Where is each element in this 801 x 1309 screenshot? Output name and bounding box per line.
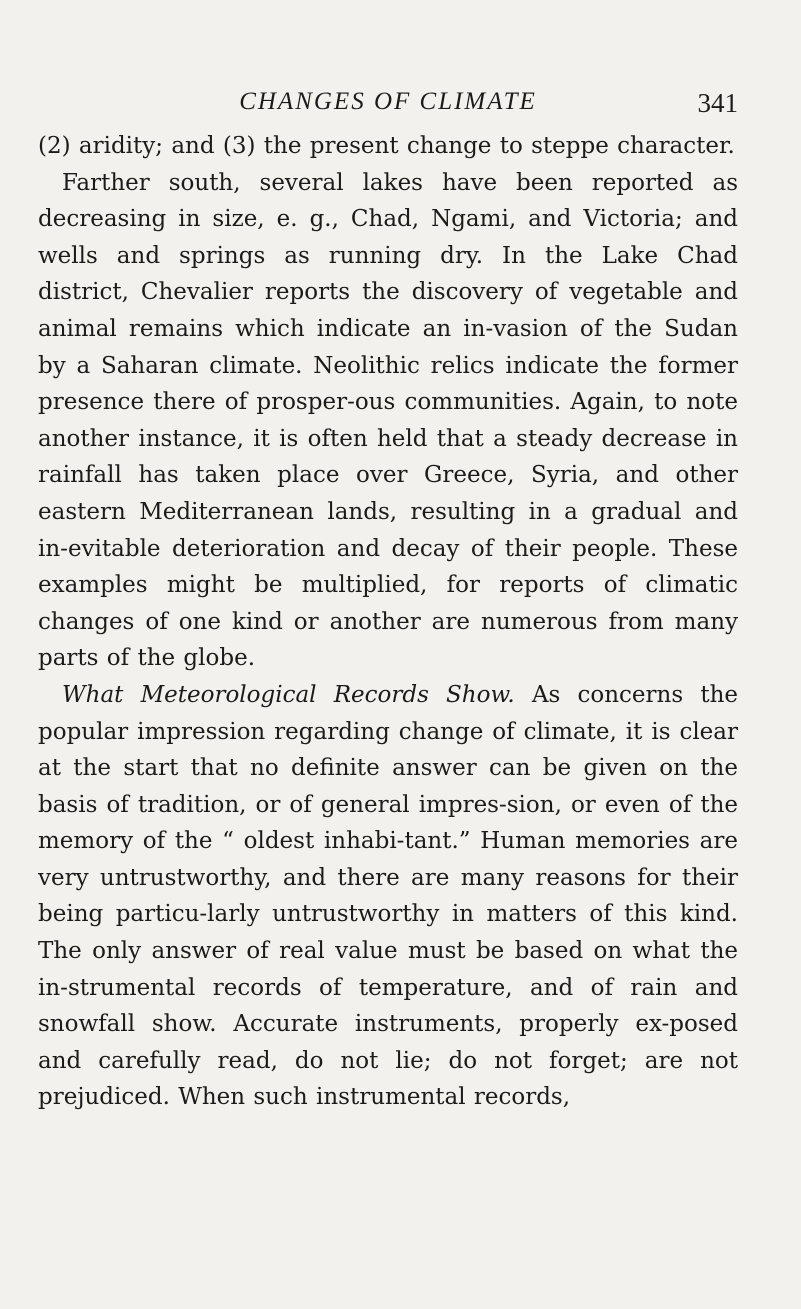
paragraph-farther-south: Farther south, several lakes have been reported as decreasing in size, e. g., Chad, Ngami, and Victoria; and wells and springs as running dry. In the Lake Chad district, Chevalier reports the discovery of vegetable and animal remains which indicate an in-vasion of the Sudan by a Saharan climate. Neolithic relics indicate the former presence there of prosper-ous communities. Again, to note another instance, it is often held that a steady decrease in rainfall has taken place over Greece, Syria, and other eastern Mediterranean lands, resulting in a gradual and in-evitable deterioration and decay of their people. These examples might be multiplied, for reports of climatic changes of one kind or another are numerous from many parts of the globe. <box>38 169 738 672</box>
paragraph-continuation: (2) aridity; and (3) the present change to steppe character. <box>38 133 735 159</box>
body-text <box>38 128 738 1116</box>
running-head <box>38 88 738 122</box>
section-title: What Meteorological Records Show. <box>62 681 515 708</box>
section-text: As concerns the popular impression regarding change of climate, it is clear at the start that no definite answer can be given on the basis of tradition, or of general impres-sion, or even of the memory of the “ oldest inhabi-tant.” Human memories are very untrustworthy, and there are many reasons for their being particu-larly untrustworthy in matters of this kind. The only answer of real value must be based on what the in-strumental records of temperature, and of rain and snowfall show. Accurate instruments, properly ex-posed and carefully read, do not lie; do not forget; are not prejudiced. When such instrumental records, <box>38 681 738 1111</box>
page-number: 341 <box>697 88 738 118</box>
running-title: CHANGES OF CLIMATE <box>239 88 537 115</box>
paragraph-meteorological-records <box>38 677 738 1116</box>
